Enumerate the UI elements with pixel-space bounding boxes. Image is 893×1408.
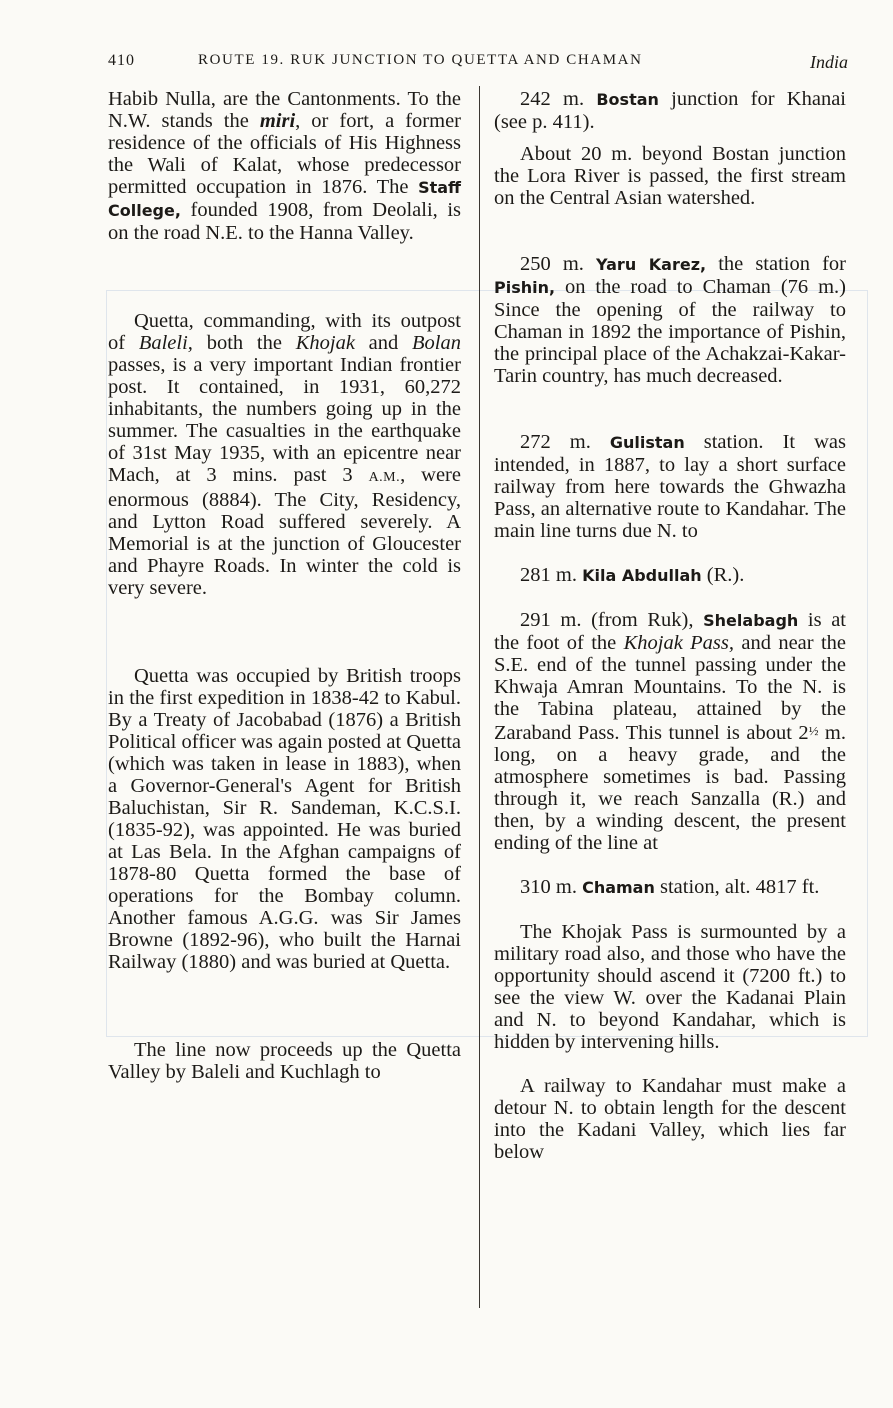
left-column bbox=[108, 88, 461, 1083]
fraction-half: ½ bbox=[808, 723, 819, 738]
paragraph-line-proceeds: The line now proceeds up the Quetta Valley by Baleli and Kuchlagh to bbox=[108, 1039, 461, 1083]
right-column bbox=[494, 88, 846, 1163]
place-khojak: Khojak bbox=[295, 332, 355, 354]
paragraph-history: Quetta was occupied by British troops in the first expedition in 1838-42 to Kabul. By a Treaty of Jacobabad (1876) a British Political officer was again posted at Quetta (which was taken in lease in 1883), when a Governor-General's Agent for British Baluchistan, Sir R. Sandeman, K.C.S.I. (1835-92), was appointed. He was buried at Las Bela. In the Afghan campaigns of 1878-80 Quetta formed the base of operations for the Bombay column. Another famous A.G.G. was Sir James Browne (1892-96), who built the Harnai Railway (1880) and was buried at Quetta. bbox=[108, 665, 461, 973]
paragraph-cantonments: Habib Nulla, are the Cantonments. To the N.W. stands the miri, or fort, a former residence of the officials of His Highness the Wali of Kalat, whose predecessor permitted occupation in 1876. The Staff College, founded 1908, from Deolali, is on the road N.E. to the Hanna Valley. bbox=[108, 88, 461, 244]
station-name-gulistan: Gulistan bbox=[609, 433, 685, 452]
time-am: A.M. bbox=[368, 470, 401, 485]
route-title: ROUTE 19. RUK JUNCTION TO QUETTA AND CHAMAN bbox=[198, 52, 643, 68]
station-kila-abdullah: 281 m. Kila Abdullah (R.). bbox=[520, 564, 745, 586]
station-yaru-karez: 250 m. Yaru Karez, the station for Pishin, on the road to Chaman (76 m.) Since the opening of the railway to Chaman in 1892 the importance of Pishin, the principal place of the Achakzai-Kakar-Tarin country, has much decreased. bbox=[494, 253, 846, 387]
station-gulistan: 272 m. Gulistan station. It was intended, in 1887, to lay a short surface railway from here towards the Ghwazha Pass, an alternative route to Kandahar. The main line turns due N. to bbox=[494, 431, 846, 542]
station-shelabagh: 291 m. (from Ruk), Shelabagh is at the foot of the Khojak Pass, and near the S.E. end of the tunnel passing under the Khwaja Amran Mountains. To the N. is the Tabina plateau, attained by the Zaraband Pass. This tunnel is about 2½ m. long, on a heavy grade, and the atmosphere sometimes is bad. Passing through it, we reach Sanzalla (R.) and then, by a winding descent, the present ending of the line at bbox=[494, 609, 847, 854]
running-head bbox=[108, 52, 848, 76]
station-name-bostan: Bostan bbox=[596, 90, 659, 109]
place-bolan: Bolan bbox=[412, 332, 461, 354]
station-name-kila-abdullah: Kila Abdullah bbox=[582, 566, 702, 585]
paragraph-quetta: Quetta, commanding, with its outpost of Baleli, both the Khojak and Bolan passes, is a very important Indian frontier post. It contained, in 1931, 60,272 inhabitants, the numbers going up in the summer. The casualties in the earthquake of 31st May 1935, with an epicentre near Mach, at 3 mins. past 3 A.M., were enormous (8884). The City, Residency, and Lytton Road suffered severely. A Memorial is at the junction of Gloucester and Phayre Roads. In winter the cold is very severe. bbox=[108, 310, 461, 599]
region-label: India bbox=[810, 52, 848, 72]
station-name-pishin: Pishin, bbox=[494, 278, 556, 297]
column-divider bbox=[479, 86, 480, 1308]
place-baleli: Baleli, bbox=[138, 332, 193, 354]
paragraph-lora-river: About 20 m. beyond Bostan junction the Lora River is passed, the first stream on the Central Asian watershed. bbox=[494, 143, 846, 209]
station-name-yaru-karez: Yaru Karez, bbox=[596, 255, 707, 274]
paragraph-kandahar-railway: A railway to Kandahar must make a detour N. to obtain length for the descent into the Kadani Valley, which lies far below bbox=[494, 1075, 846, 1163]
place-khojak-pass: Khojak Pass, bbox=[623, 632, 735, 654]
station-name-chaman: Chaman bbox=[582, 878, 655, 897]
page-number: 410 bbox=[108, 52, 135, 69]
term-staff-college: Staff College, bbox=[108, 178, 461, 220]
term-miri: miri bbox=[259, 110, 296, 132]
station-bostan: 242 m. Bostan junction for Khanai (see p. 411). bbox=[494, 88, 846, 133]
station-chaman: 310 m. Chaman station, alt. 4817 ft. bbox=[520, 876, 820, 898]
station-name-shelabagh: Shelabagh bbox=[703, 611, 799, 630]
paragraph-khojak-road: The Khojak Pass is surmounted by a military road also, and those who have the opportunity should ascend it (7200 ft.) to see the view W. over the Kadanai Plain and N. to beyond Kandahar, which is hidden by intervening hills. bbox=[494, 921, 846, 1053]
